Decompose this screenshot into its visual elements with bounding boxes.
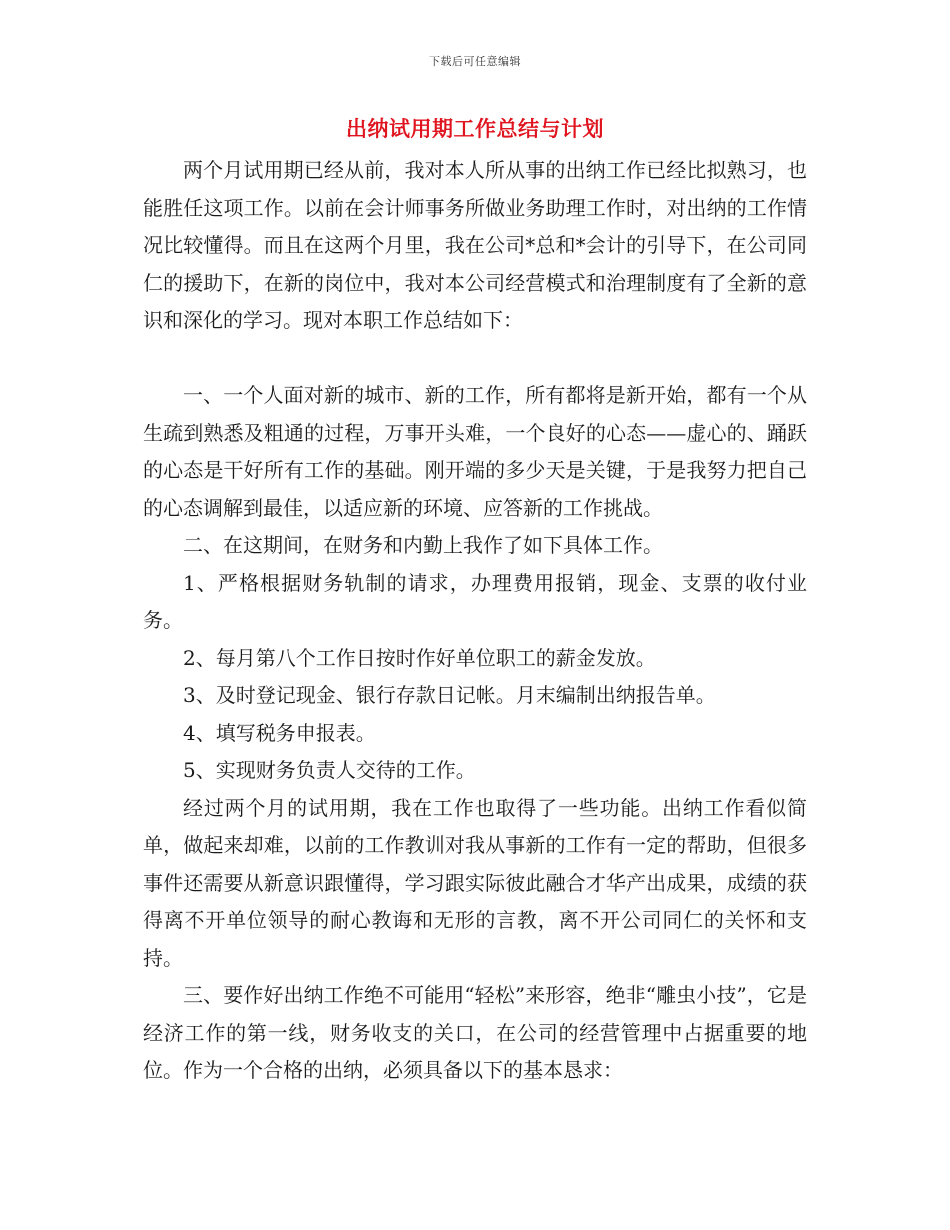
list-item-4: 4、填写税务申报表。 <box>183 720 376 745</box>
list-item-2: 2、每月第八个工作日按时作好单位职工的薪金发放。 <box>183 645 656 670</box>
header-note: 下载后可任意编辑 <box>429 55 521 68</box>
paragraph-section-1: 一、一个人面对新的城市、新的工作，所有都将是新开始，都有一个从生疏到熟悉及粗通的过程，万事开头难，一个良好的心态——虚心的、踊跃的心态是干好所有工作的基础。刚开端的多少天是关键，于是我努力把自己的心态调解到最佳，以适应新的环境、应答新的工作挑战。 <box>143 383 807 520</box>
paragraph-intro: 两个月试用期已经从前，我对本人所从事的出纳工作已经比拟熟习，也能胜任这项工作。以前在会计师事务所做业务助理工作时，对出纳的工作情况比较懂得。而且在这两个月里，我在公司*总和*会计的引导下，在公司同仁的援助下，在新的岗位中，我对本公司经营模式和治理制度有了全新的意识和深化的学习。现对本职工作总结如下： <box>143 158 807 332</box>
list-item-5: 5、实现财务负责人交待的工作。 <box>183 758 476 782</box>
document-body <box>143 152 807 1090</box>
document-title: 出纳试用期工作总结与计划 <box>346 116 604 141</box>
paragraph-section-3: 三、要作好出纳工作绝不可能用“轻松”来形容，绝非“雕虫小技”，它是经济工作的第一线，财务收支的关口，在公司的经营管理中占据重要的地位。作为一个合格的出纳，必须具备以下的基本恳求： <box>143 983 807 1082</box>
list-item-3: 3、及时登记现金、银行存款日记帐。月末编制出纳报告单。 <box>183 683 716 707</box>
paragraph-reflection: 经过两个月的试用期，我在工作也取得了一些功能。出纳工作看似简单，做起来却难，以前的工作教训对我从事新的工作有一定的帮助，但很多事件还需要从新意识跟懂得，学习跟实际彼此融合才华产出成果，成绩的获得离不开单位领导的耐心教诲和无形的言教，离不开公司同仁的关怀和支持。 <box>143 795 807 970</box>
list-item-1: 1、严格根据财务轨制的请求，办理费用报销，现金、支票的收付业务。 <box>143 570 807 632</box>
paragraph-section-2: 二、在这期间，在财务和内勤上我作了如下具体工作。 <box>183 533 663 557</box>
